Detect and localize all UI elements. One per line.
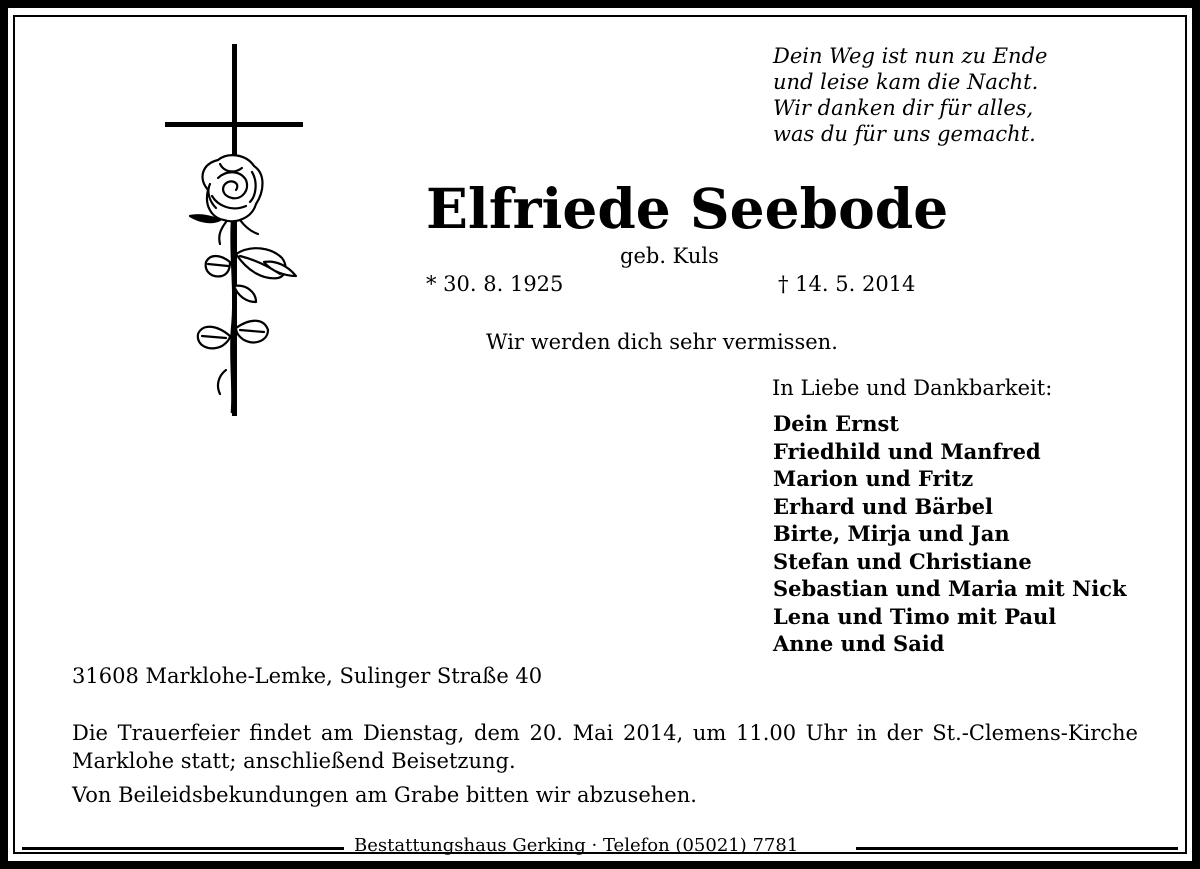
poem-line: was du für uns gemacht. — [773, 122, 1036, 146]
footer-rule-left — [22, 847, 344, 850]
poem-line: Dein Weg ist nun zu Ende — [773, 44, 1048, 68]
mourner-item: Marion und Fritz — [773, 466, 974, 491]
mourner-item: Birte, Mirja und Jan — [773, 521, 1010, 546]
address: 31608 Marklohe-Lemke, Sulinger Straße 40 — [72, 664, 543, 688]
maiden-name: geb. Kuls — [620, 244, 719, 268]
mourner-item: Anne und Said — [773, 631, 945, 656]
poem-line: Wir danken dir für alles, — [773, 96, 1034, 120]
footer-funeral-home: Bestattungshaus Gerking · Telefon (05021) 7781 — [354, 835, 799, 856]
cross-icon — [165, 44, 303, 416]
death-date: † 14. 5. 2014 — [778, 272, 916, 296]
mourner-item: Sebastian und Maria mit Nick — [773, 576, 1127, 601]
mourner-item: Stefan und Christiane — [773, 548, 1032, 574]
funeral-info: Die Trauerfeier findet am Dienstag, dem 20. Mai 2014, um 11.00 Uhr in der St.-Clemens-Kirche Marklohe statt; anschließend Beisetzung. — [72, 721, 1138, 773]
footer-rule-right — [856, 847, 1178, 850]
deceased-name: Elfriede Seebode — [426, 176, 949, 241]
mourner-item: Lena und Timo mit Paul — [773, 603, 1057, 629]
condolence-note: Von Beileidsbekundungen am Grabe bitten wir abzusehen. — [72, 783, 697, 807]
rose-icon — [190, 155, 296, 412]
mourner-item: Dein Ernst — [773, 411, 899, 436]
mourners-list — [773, 410, 1127, 658]
poem — [773, 43, 1047, 147]
mourner-item: Friedhild und Manfred — [773, 438, 1041, 464]
mourner-item: Erhard und Bärbel — [773, 493, 993, 519]
farewell-message: Wir werden dich sehr vermissen. — [486, 330, 838, 354]
birth-date: * 30. 8. 1925 — [426, 272, 564, 296]
thanks-line: In Liebe und Dankbarkeit: — [772, 376, 1053, 400]
poem-line: und leise kam die Nacht. — [773, 70, 1039, 94]
cross-with-rose-icon — [160, 40, 310, 420]
